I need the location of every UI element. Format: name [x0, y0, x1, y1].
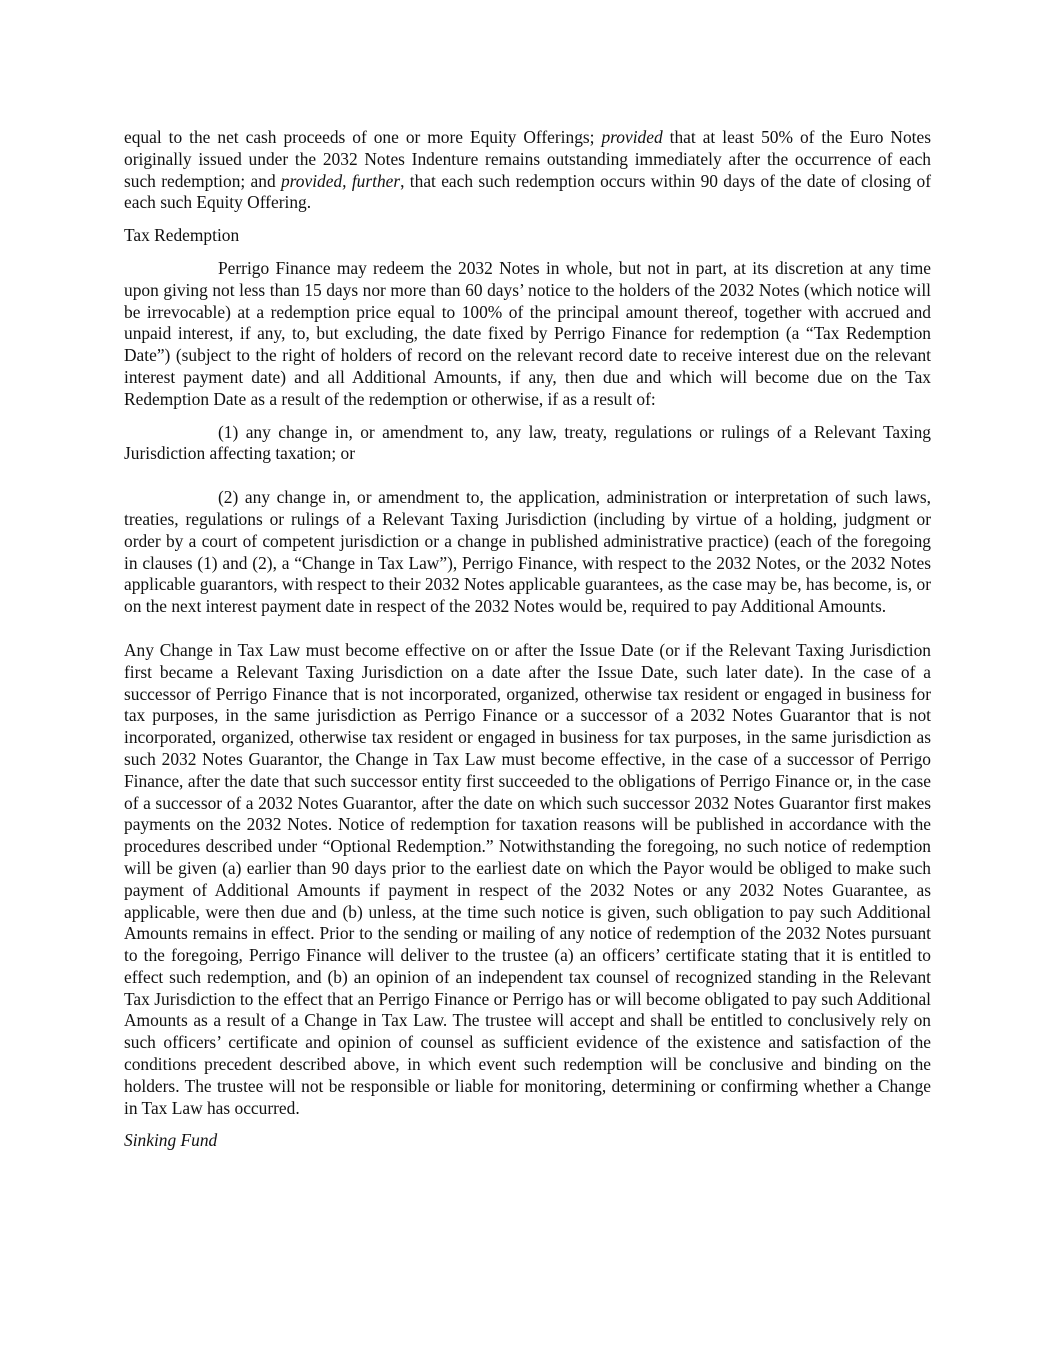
equity-offering-paragraph	[124, 127, 931, 214]
sinking-fund-heading	[124, 1130, 931, 1152]
equity-offering-text-3: , that each such redemption occurs within 90 days of the date of closing of each such Equity Offering.	[124, 170, 931, 213]
clause-2-paragraph: (2) any change in, or amendment to, the application, administration or interpretation of such laws, treaties, regulations or rulings of a Relevant Taxing Jurisdiction (including by virtue of a holding, judgment or order by a court of competent jurisdiction or a change in published administrative practice) (each of the foregoing in clauses (1) and (2), a “Change in Tax Law”), Perrigo Finance, with respect to the 2032 Notes, or the 2032 Notes applicable guarantors, with respect to their 2032 Notes applicable guarantees, as the case may be, has become, is, or on the next interest payment date in respect of the 2032 Notes would be, required to pay Additional Amounts.	[124, 487, 931, 617]
sinking-fund-italic: Sinking Fund	[124, 1130, 218, 1151]
change-in-tax-law-paragraph: Any Change in Tax Law must become effective on or after the Issue Date (or if the Relevant Taxing Jurisdiction first became a Relevant Taxing Jurisdiction on a date after the Issue Date, such later date). In the case of a successor of Perrigo Finance that is not incorporated, organized, otherwise tax resident or engaged in business for tax purposes, in the same jurisdiction as Perrigo Finance or a successor of a 2032 Notes Guarantor that is not incorporated, organized, otherwise tax resident or engaged in business for tax purposes, in the same jurisdiction as such 2032 Notes Guarantor, the Change in Tax Law must become effective, in the case of a successor of Perrigo Finance, after the date that such successor entity first succeeded to the obligations of Perrigo Finance or, in the case of a successor of a 2032 Notes Guarantor, after the date on which such successor 2032 Notes Guarantor first makes payments on the 2032 Notes. Notice of redemption for taxation reasons will be published in accordance with the procedures described under “Optional Redemption.” Notwithstanding the foregoing, no such notice of redemption will be given (a) earlier than 90 days prior to the earliest date on which the Payor would be obliged to make such payment of Additional Amounts if payment in respect of the 2032 Notes or any 2032 Notes Guarantee, as applicable, were then due and (b) unless, at the time such notice is given, such obligation to pay such Additional Amounts remains in effect. Prior to the sending or mailing of any notice of redemption of the 2032 Notes pursuant to the foregoing, Perrigo Finance will deliver to the trustee (a) an officers’ certificate stating that it is entitled to effect such redemption, and (b) an opinion of an independent tax counsel of recognized standing in the Relevant Tax Jurisdiction to the effect that an Perrigo Finance or Perrigo has or will become obligated to pay such Additional Amounts as a result of a Change in Tax Law. The trustee will accept and shall be entitled to conclusively rely on such officers’ certificate and opinion of counsel as sufficient evidence of the existence and satisfaction of the conditions precedent described above, in which event such redemption will be conclusive and binding on the holders. The trustee will not be responsible or liable for monitoring, determining or confirming whether a Change in Tax Law has occurred.	[124, 639, 931, 1118]
equity-offering-text-1: equal to the net cash proceeds of one or more Equity Offerings;	[124, 127, 602, 147]
tax-redemption-paragraph: Perrigo Finance may redeem the 2032 Notes in whole, but not in part, at its discretion at any time upon giving not less than 15 days nor more than 60 days’ notice to the holders of the 2032 Notes (which notice will be irrevocable) at a redemption price equal to 100% of the principal amount thereof, together with accrued and unpaid interest, if any, to, but excluding, the date fixed by Perrigo Finance for redemption (a “Tax Redemption Date”) (subject to the right of holders of record on the relevant record date to receive interest due on the relevant interest payment date) and all Additional Amounts, if any, then due and which will become due on the Tax Redemption Date as a result of the redemption or otherwise, if as a result of:	[124, 257, 931, 409]
equity-offering-text-2: that at least 50% of the Euro Notes originally issued under the 2032 Notes Indenture remains outstanding immediately after the occurrence of each such redemption; and	[124, 127, 931, 191]
provided-italic: provided	[601, 127, 663, 147]
provided-further-italic: provided, further	[280, 170, 401, 191]
document-page	[124, 127, 931, 1152]
clause-1-paragraph: (1) any change in, or amendment to, any law, treaty, regulations or rulings of a Relevant Taxing Jurisdiction affecting taxation; or	[124, 421, 931, 464]
tax-redemption-heading: Tax Redemption	[124, 225, 240, 246]
